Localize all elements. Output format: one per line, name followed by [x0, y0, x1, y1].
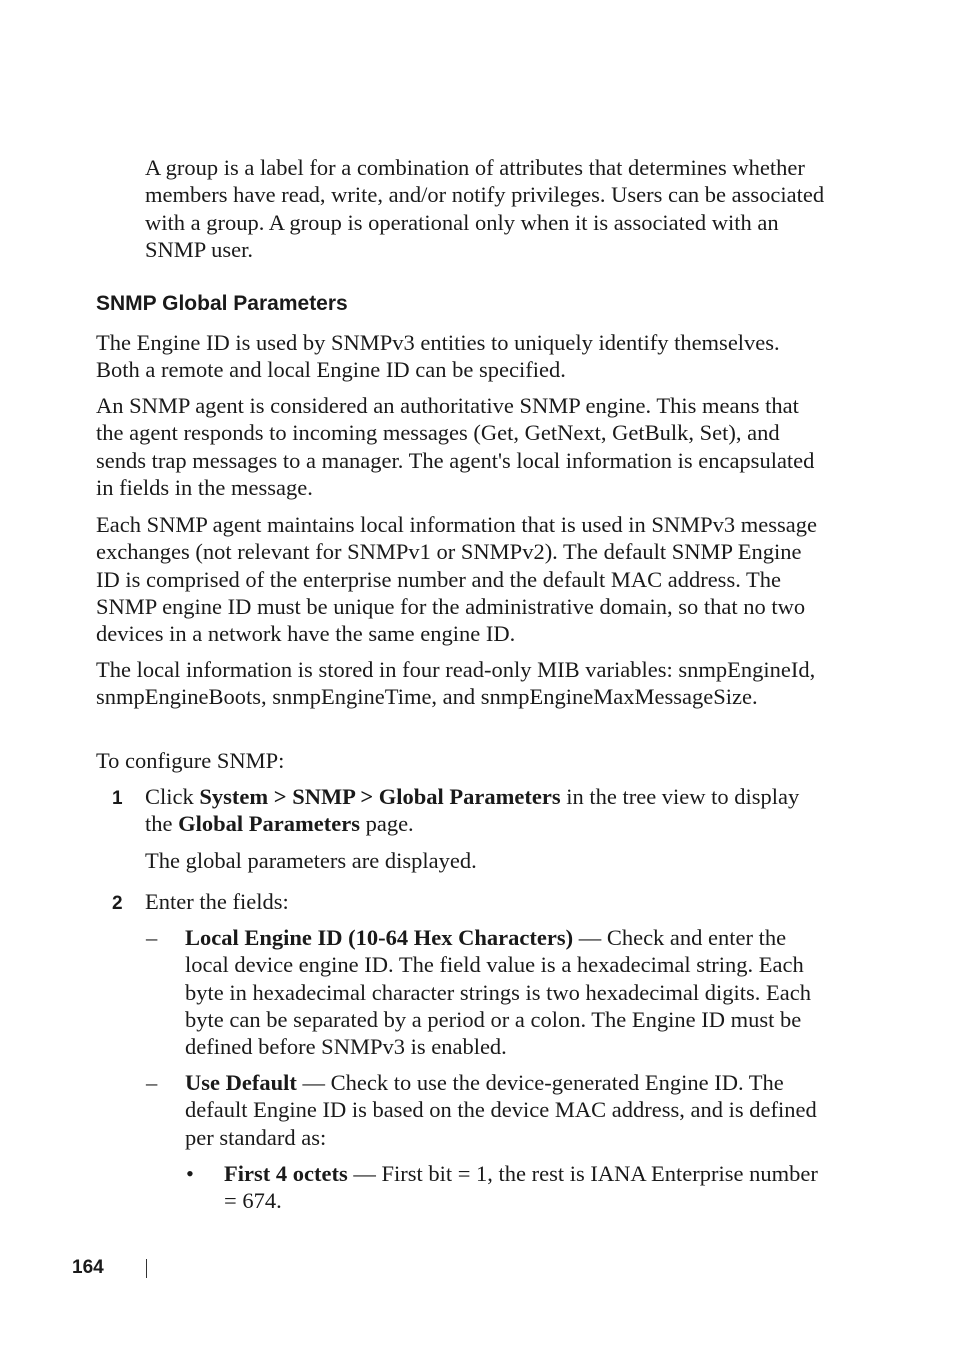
- field-label: Local Engine ID (10-64 Hex Characters): [185, 925, 574, 950]
- step-1-text-b: in the tree view to display the: [145, 784, 800, 837]
- paragraph-snmp-agent: An SNMP agent is considered an authoritative SNMP engine. This means that the agent responds to incoming messages (Get, GetNext, GetBulk, Set), and sends trap messages to a manager. The agent's local information is encapsulated in fields in the message.: [96, 393, 815, 500]
- bullet-label: First 4 octets: [224, 1161, 348, 1186]
- paragraph-to-configure: To configure SNMP:: [96, 748, 285, 773]
- footer-divider: [146, 1259, 147, 1278]
- step-1-text-a: Click: [145, 784, 200, 809]
- paragraph-engine-id: The Engine ID is used by SNMPv3 entities to uniquely identify themselves. Both a remote and local Engine ID can be specified.: [96, 330, 780, 383]
- page-number: 164: [72, 1257, 104, 1278]
- step-number-2: 2: [112, 893, 123, 914]
- step-1-result: The global parameters are displayed.: [145, 848, 477, 873]
- step-1-page-name: Global Parameters: [178, 811, 360, 837]
- field-label: Use Default: [185, 1070, 297, 1095]
- step-2-text: Enter the fields:: [145, 889, 289, 914]
- field-use-default: [185, 1069, 825, 1151]
- section-heading: SNMP Global Parameters: [96, 292, 348, 315]
- bullet-first-4-octets: [224, 1160, 824, 1215]
- step-1-text-c: page.: [359, 811, 414, 837]
- intro-paragraph: A group is a label for a combination of attributes that determines whether members have read, write, and/or notify privileges. Users can be associated with a group. A group is operational only when it is associated with an SNMP user.: [145, 155, 825, 262]
- bullet-marker: •: [186, 1161, 194, 1186]
- step-number-1: 1: [112, 788, 123, 809]
- field-description: — Check to use the device-generated Engine ID. The default Engine ID is based on the device MAC address, and is defined per standard as:: [185, 1070, 817, 1150]
- dash-marker: –: [146, 925, 158, 950]
- paragraph-local-information: Each SNMP agent maintains local information that is used in SNMPv3 message exchanges (not relevant for SNMPv1 or SNMPv2). The default SNMP Engine ID is comprised of the enterprise number and the default MAC address. The SNMP engine ID must be unique for the administrative domain, so that no two devices in a network have the same engine ID.: [96, 512, 817, 647]
- dash-marker: –: [146, 1070, 158, 1095]
- bullet-description: — First bit = 1, the rest is IANA Enterprise number = 674.: [224, 1161, 818, 1214]
- paragraph-mib-variables: The local information is stored in four read-only MIB variables: snmpEngineId, snmpEngineBoots, snmpEngineTime, and snmpEngineMaxMessageSize.: [96, 657, 816, 710]
- field-local-engine-id: [185, 924, 825, 1060]
- step-1-text: [145, 783, 825, 838]
- field-description: — Check and enter the local device engine ID. The field value is a hexadecimal string. Each byte in hexadecimal character strings is two hexadecimal digits. Each byte can be separated by a period or a colon. The Engine ID must be defined before SNMPv3 is enabled.: [185, 925, 812, 1060]
- step-1-menu-path: System > SNMP > Global Parameters: [199, 784, 561, 809]
